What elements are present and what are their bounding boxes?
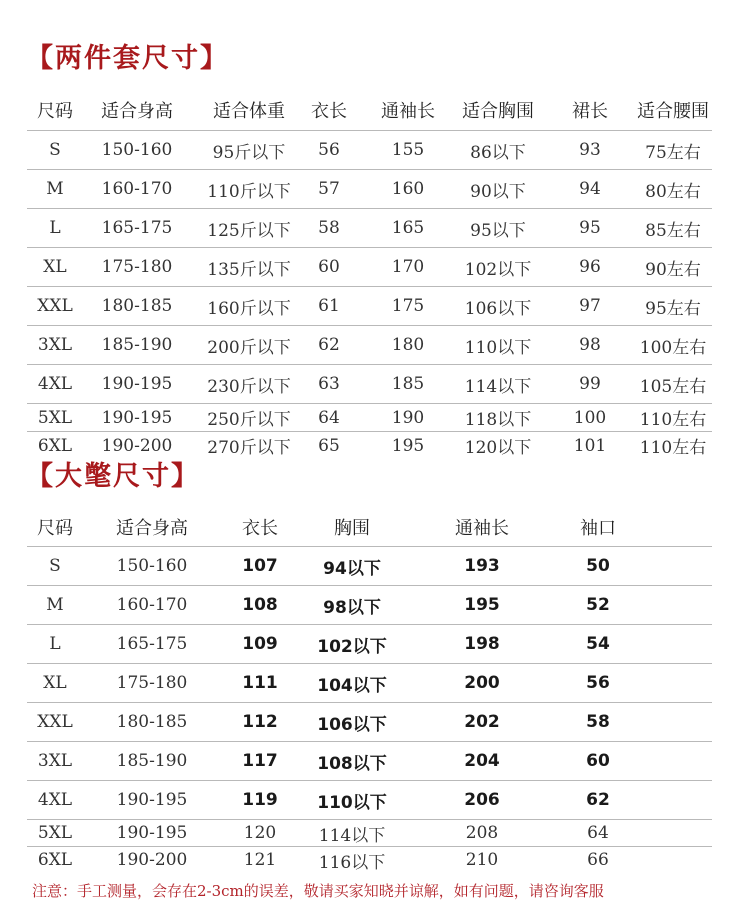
table-row	[27, 820, 712, 847]
table-cell: 102以下	[464, 259, 532, 280]
table-cell: 190-200	[101, 435, 173, 456]
table-cell: 6XL	[37, 435, 73, 456]
table-cell: XL	[43, 257, 67, 277]
table-cell: 61	[318, 296, 340, 316]
table-cell: 270斤以下	[207, 438, 291, 458]
table-cell: 100	[573, 407, 607, 428]
table-cell: 117	[242, 751, 278, 771]
table-cell: 109	[242, 634, 278, 654]
table-header-row	[27, 90, 712, 131]
table-cell: 56	[318, 140, 340, 160]
two-piece-section-title: 【两件套尺寸】	[26, 43, 229, 74]
table-cell: 250斤以下	[207, 410, 291, 430]
table-cell: 60	[318, 257, 340, 277]
table-cell: 118以下	[464, 410, 532, 430]
table-cell: XXL	[37, 712, 73, 732]
table-cell: 160-170	[101, 179, 173, 199]
table-cell: XL	[43, 673, 67, 693]
measurement-note: 注意：手工测量，会存在2-3cm的误差，敬请买家知晓并谅解，如有问题，请咨询客服	[32, 882, 604, 900]
table-cell: 180-185	[101, 296, 173, 316]
table-cell: 4XL	[37, 790, 73, 810]
table-cell: 190	[391, 407, 425, 428]
table-cell: 62	[318, 335, 340, 355]
table-cell: M	[46, 595, 64, 615]
column-header: 适合腰围	[637, 101, 709, 122]
table-cell: 66	[587, 850, 609, 870]
table-cell: 56	[586, 673, 610, 693]
table-cell: 4XL	[37, 374, 73, 394]
table-cell: M	[46, 179, 64, 199]
table-cell: 75左右	[645, 142, 701, 163]
table-cell: 204	[464, 751, 500, 771]
table-row	[27, 664, 712, 703]
table-cell: 85左右	[645, 220, 701, 241]
table-cell: 160斤以下	[207, 298, 291, 319]
table-cell: 135斤以下	[207, 259, 291, 280]
table-row	[27, 547, 712, 586]
table-cell: 230斤以下	[207, 376, 291, 397]
table-cell: 90左右	[645, 259, 701, 280]
table-cell: 150-160	[101, 140, 173, 160]
table-cell: 94	[579, 179, 601, 199]
table-cell: 102以下	[317, 636, 387, 657]
column-header: 裙长	[572, 101, 608, 122]
table-cell: 165-175	[101, 218, 173, 238]
table-cell: 95	[579, 218, 601, 238]
column-header: 胸围	[334, 518, 370, 539]
table-row	[27, 326, 712, 365]
table-cell: 98以下	[323, 597, 381, 618]
table-cell: 105左右	[639, 376, 707, 397]
table-row	[27, 586, 712, 625]
table-row	[27, 742, 712, 781]
table-cell: 52	[586, 595, 610, 615]
table-row	[27, 625, 712, 664]
table-cell: 120	[243, 823, 277, 843]
table-cell: 190-195	[116, 790, 188, 810]
table-cell: 108	[242, 595, 278, 615]
table-cell: 190-195	[101, 374, 173, 394]
table-cell: 110斤以下	[207, 181, 291, 202]
table-row	[27, 703, 712, 742]
table-cell: 86以下	[470, 142, 526, 163]
table-cell: S	[49, 140, 61, 160]
table-cell: 202	[464, 712, 500, 732]
table-cell: 200	[464, 673, 500, 693]
column-header: 适合胸围	[462, 101, 534, 122]
table-cell: 160	[391, 179, 425, 199]
table-cell: 106以下	[464, 298, 532, 319]
table-cell: 114以下	[464, 376, 532, 397]
column-header: 尺码	[37, 518, 73, 539]
table-cell: 101	[573, 435, 607, 456]
table-cell: 5XL	[37, 823, 73, 843]
table-cell: 106以下	[317, 714, 387, 735]
table-cell: 5XL	[37, 407, 73, 428]
table-row	[27, 170, 712, 209]
table-cell: 110左右	[639, 410, 707, 430]
table-cell: 165-175	[116, 634, 188, 654]
table-cell: 119	[242, 790, 278, 810]
table-cell: 200斤以下	[207, 337, 291, 358]
table-cell: 99	[579, 374, 601, 394]
table-cell: 180-185	[116, 712, 188, 732]
table-cell: 96	[579, 257, 601, 277]
table-cell: 185-190	[101, 335, 173, 355]
column-header: 适合体重	[213, 101, 285, 122]
table-cell: 54	[586, 634, 610, 654]
table-cell: 210	[465, 850, 499, 870]
table-cell: 60	[586, 751, 610, 771]
table-cell: 95左右	[645, 298, 701, 319]
column-header: 适合身高	[116, 518, 188, 539]
table-cell: 104以下	[317, 675, 387, 696]
table-cell: 185-190	[116, 751, 188, 771]
table-cell: 50	[586, 556, 610, 576]
table-cell: XXL	[37, 296, 73, 316]
table-cell: 175-180	[116, 673, 188, 693]
table-row	[27, 365, 712, 404]
table-cell: 206	[464, 790, 500, 810]
column-header: 袖口	[580, 518, 616, 539]
table-cell: 108以下	[317, 753, 387, 774]
table-cell: 198	[464, 634, 500, 654]
table-row	[27, 209, 712, 248]
table-cell: L	[49, 218, 61, 238]
table-cell: 110左右	[639, 438, 707, 458]
table-cell: 100左右	[639, 337, 707, 358]
column-header: 衣长	[242, 518, 278, 539]
column-header: 适合身高	[101, 101, 173, 122]
cloak-section-title: 【大氅尺寸】	[26, 461, 200, 492]
two-piece-size-table	[27, 90, 712, 459]
table-cell: S	[49, 556, 61, 576]
column-header: 尺码	[37, 101, 73, 122]
table-cell: 111	[242, 673, 278, 693]
table-cell: 112	[242, 712, 278, 732]
table-cell: 95斤以下	[212, 142, 286, 163]
table-row	[27, 131, 712, 170]
table-cell: 170	[391, 257, 425, 277]
table-cell: 195	[391, 435, 425, 456]
table-cell: 64	[318, 407, 340, 428]
table-cell: L	[49, 634, 61, 654]
table-cell: 6XL	[37, 850, 73, 870]
table-header-row	[27, 508, 712, 547]
table-cell: 114以下	[318, 825, 386, 846]
table-row	[27, 404, 712, 432]
table-cell: 190-200	[116, 850, 188, 870]
table-cell: 193	[464, 556, 500, 576]
table-row	[27, 847, 712, 873]
table-cell: 64	[587, 823, 609, 843]
table-cell: 97	[579, 296, 601, 316]
table-cell: 63	[318, 374, 340, 394]
table-row	[27, 781, 712, 820]
table-cell: 3XL	[37, 335, 73, 355]
table-cell: 160-170	[116, 595, 188, 615]
table-cell: 65	[318, 435, 340, 456]
cloak-size-table	[27, 508, 712, 873]
table-row	[27, 248, 712, 287]
table-cell: 58	[318, 218, 340, 238]
table-cell: 190-195	[116, 823, 188, 843]
table-cell: 175-180	[101, 257, 173, 277]
table-cell: 90以下	[470, 181, 526, 202]
table-cell: 208	[465, 823, 499, 843]
table-cell: 150-160	[116, 556, 188, 576]
table-cell: 195	[464, 595, 500, 615]
column-header: 通袖长	[381, 101, 435, 122]
table-cell: 175	[391, 296, 425, 316]
table-cell: 107	[242, 556, 278, 576]
column-header: 通袖长	[455, 518, 509, 539]
table-cell: 80左右	[645, 181, 701, 202]
table-cell: 190-195	[101, 407, 173, 428]
table-cell: 116以下	[318, 852, 386, 873]
table-cell: 185	[391, 374, 425, 394]
table-cell: 94以下	[323, 558, 381, 579]
table-cell: 98	[579, 335, 601, 355]
table-cell: 58	[586, 712, 610, 732]
table-cell: 125斤以下	[207, 220, 291, 241]
table-cell: 165	[391, 218, 425, 238]
table-cell: 57	[318, 179, 340, 199]
table-cell: 121	[243, 850, 277, 870]
table-row	[27, 287, 712, 326]
table-cell: 62	[586, 790, 610, 810]
table-cell: 120以下	[464, 438, 532, 458]
table-cell: 95以下	[470, 220, 526, 241]
table-cell: 93	[579, 140, 601, 160]
table-cell: 110以下	[464, 337, 532, 358]
column-header: 衣长	[311, 101, 347, 122]
table-cell: 110以下	[317, 792, 387, 813]
table-cell: 3XL	[37, 751, 73, 771]
table-cell: 180	[391, 335, 425, 355]
table-cell: 155	[391, 140, 425, 160]
